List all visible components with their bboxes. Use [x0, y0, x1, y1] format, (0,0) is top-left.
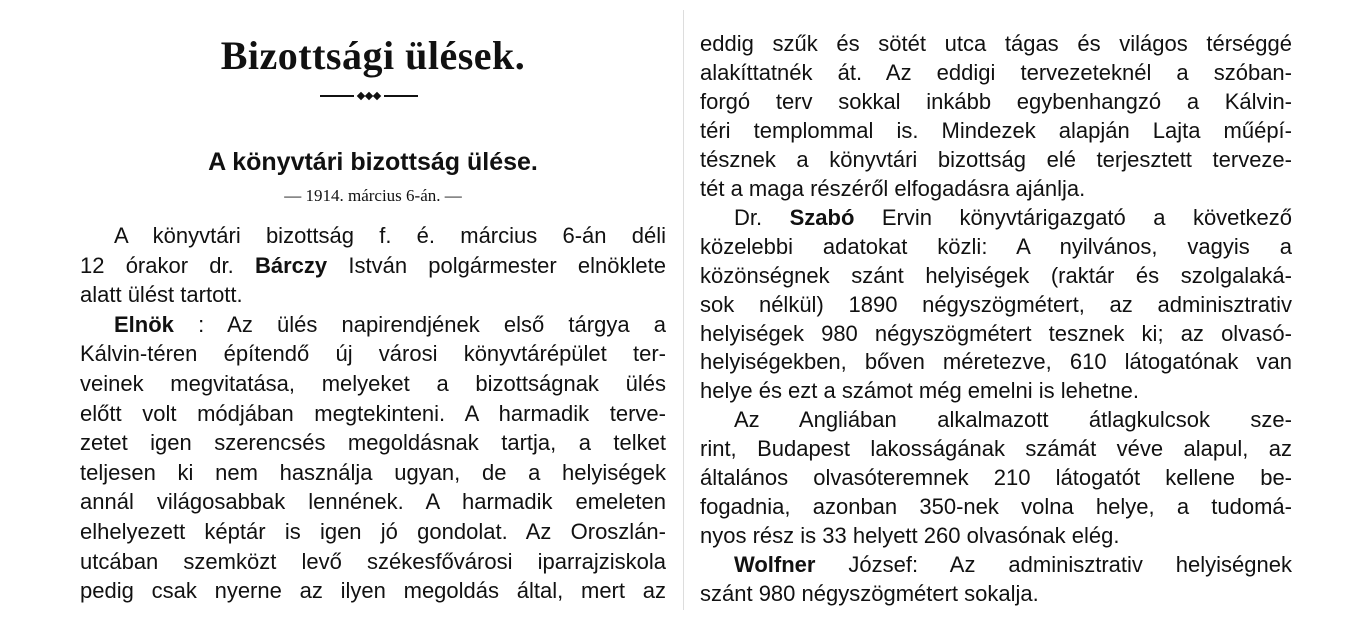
text-line [700, 319, 1292, 348]
text-line [700, 434, 1292, 463]
text-line [700, 87, 1292, 116]
text-span: Kálvin-téren építendő új városi könyvtárépület ter- [80, 341, 666, 367]
speaker-name: Elnök [114, 311, 174, 337]
text-line [700, 550, 1292, 579]
text-span: A könyvtári bizottság f. é. március 6-án déli [114, 223, 666, 248]
text-span: Dr. [734, 204, 790, 230]
text-span: : Az ülés napirendjének első tárgya a [173, 311, 666, 337]
text-span: József: Az adminisztrativ helyiségnek [815, 552, 1292, 578]
title-ornament [320, 93, 418, 99]
text-span: helye és ezt a számot még emelni is lehetne. [700, 378, 1140, 404]
text-line [700, 261, 1292, 290]
text-line [700, 58, 1292, 87]
text-span: Ervin könyvtárigazgató a következő [854, 204, 1292, 230]
text-line [80, 251, 666, 280]
text-span: annál világosabbak lennének. A harmadik emeleten [80, 489, 666, 515]
text-span: tésznek a könyvtári bizottság elé terjesztett terveze- [700, 146, 1292, 172]
text-span: zetet igen szerencsés megoldásnak tartja, a telket [80, 430, 666, 456]
page-title: Bizottsági ülések. [220, 33, 526, 78]
text-line [700, 232, 1292, 261]
text-span: nyos rész is 33 helyett 260 olvasónak elég. [700, 523, 1120, 549]
text-line [700, 290, 1292, 319]
text-span: rint, Budapest lakosságának számát véve alapul, az [700, 436, 1292, 462]
text-span: helyiségekben, bőven méretezve, 610 látogatónak van [700, 349, 1292, 375]
text-line [700, 463, 1292, 492]
text-span: forgó terv sokkal inkább egybenhangzó a Kálvin- [700, 88, 1292, 114]
text-line [80, 576, 666, 605]
text-line [80, 487, 666, 516]
text-line [80, 339, 666, 368]
text-line [80, 547, 666, 576]
text-line [80, 458, 666, 487]
text-span: alatt ülést tartott. [80, 282, 243, 308]
text-line [700, 116, 1292, 145]
text-span: veinek megvitatása, melyeket a bizottságnak ülés [80, 371, 666, 396]
text-span: 12 órakor dr. [80, 252, 255, 278]
text-span: elhelyezett képtár is igen jó gondolat. Az Oroszlán- [80, 519, 666, 544]
text-line [700, 174, 1292, 203]
text-span: helyiségek 980 négyszögmétert tesznek ki; az olvasó- [700, 320, 1292, 346]
text-span: Az Angliában alkalmazott átlagkulcsok sze- [734, 407, 1292, 433]
text-span: teljesen ki nem használja ugyan, de a helyiségek [80, 459, 666, 485]
article-date: — 1914. március 6-án. — [284, 186, 462, 205]
text-line [80, 221, 666, 250]
text-line [700, 492, 1292, 521]
text-line [80, 399, 666, 428]
text-span: téri templommal is. Mindezek alapján Lajta műépí- [700, 117, 1292, 143]
text-line [700, 579, 1292, 608]
text-line [80, 280, 666, 309]
text-span: közönségnek szánt helyiségek (raktár és szolgalaká- [700, 262, 1292, 288]
text-line [80, 428, 666, 457]
text-line [700, 29, 1292, 58]
text-line [80, 517, 666, 546]
speaker-name: Szabó [789, 204, 855, 230]
speaker-name: Wolfner [734, 552, 816, 578]
text-span: sok nélkül) 1890 négyszögmétert, az adminisztrativ [700, 291, 1292, 317]
text-span: előtt volt módjában megtekinteni. A harmadik terve- [80, 400, 666, 426]
text-span: alakíttatnék át. Az eddigi tervezeteknél a szóban- [700, 59, 1292, 85]
text-line [700, 347, 1292, 376]
text-line [80, 369, 666, 398]
text-span: szánt 980 négyszögmétert sokalja. [700, 581, 1039, 607]
text-span: tét a maga részéről elfogadásra ajánlja. [700, 175, 1086, 201]
text-span: pedig csak nyerne az ilyen megoldás által, mert az [80, 578, 666, 604]
speaker-name: Bárczy [254, 252, 328, 278]
text-span: fogadnia, azonban 350-nek volna helye, a tudomá- [700, 494, 1292, 520]
text-line [700, 405, 1292, 434]
text-span: közelebbi adatokat közli: A nyilvános, vagyis a [700, 233, 1292, 259]
text-line [700, 376, 1292, 405]
text-span: eddig szűk és sötét utca tágas és világos térséggé [700, 31, 1292, 56]
article-title: A könyvtári bizottság ülése. [208, 148, 538, 176]
text-span: István polgármester elnöklete [327, 252, 666, 278]
text-line [700, 145, 1292, 174]
text-line [700, 521, 1292, 550]
text-span: utcában szemközt levő székesfővárosi iparrajziskola [80, 548, 666, 574]
text-line [80, 310, 666, 339]
column-divider [683, 10, 684, 610]
text-line [700, 203, 1292, 232]
text-span: általános olvasóteremnek 210 látogatót kellene be- [700, 465, 1292, 491]
